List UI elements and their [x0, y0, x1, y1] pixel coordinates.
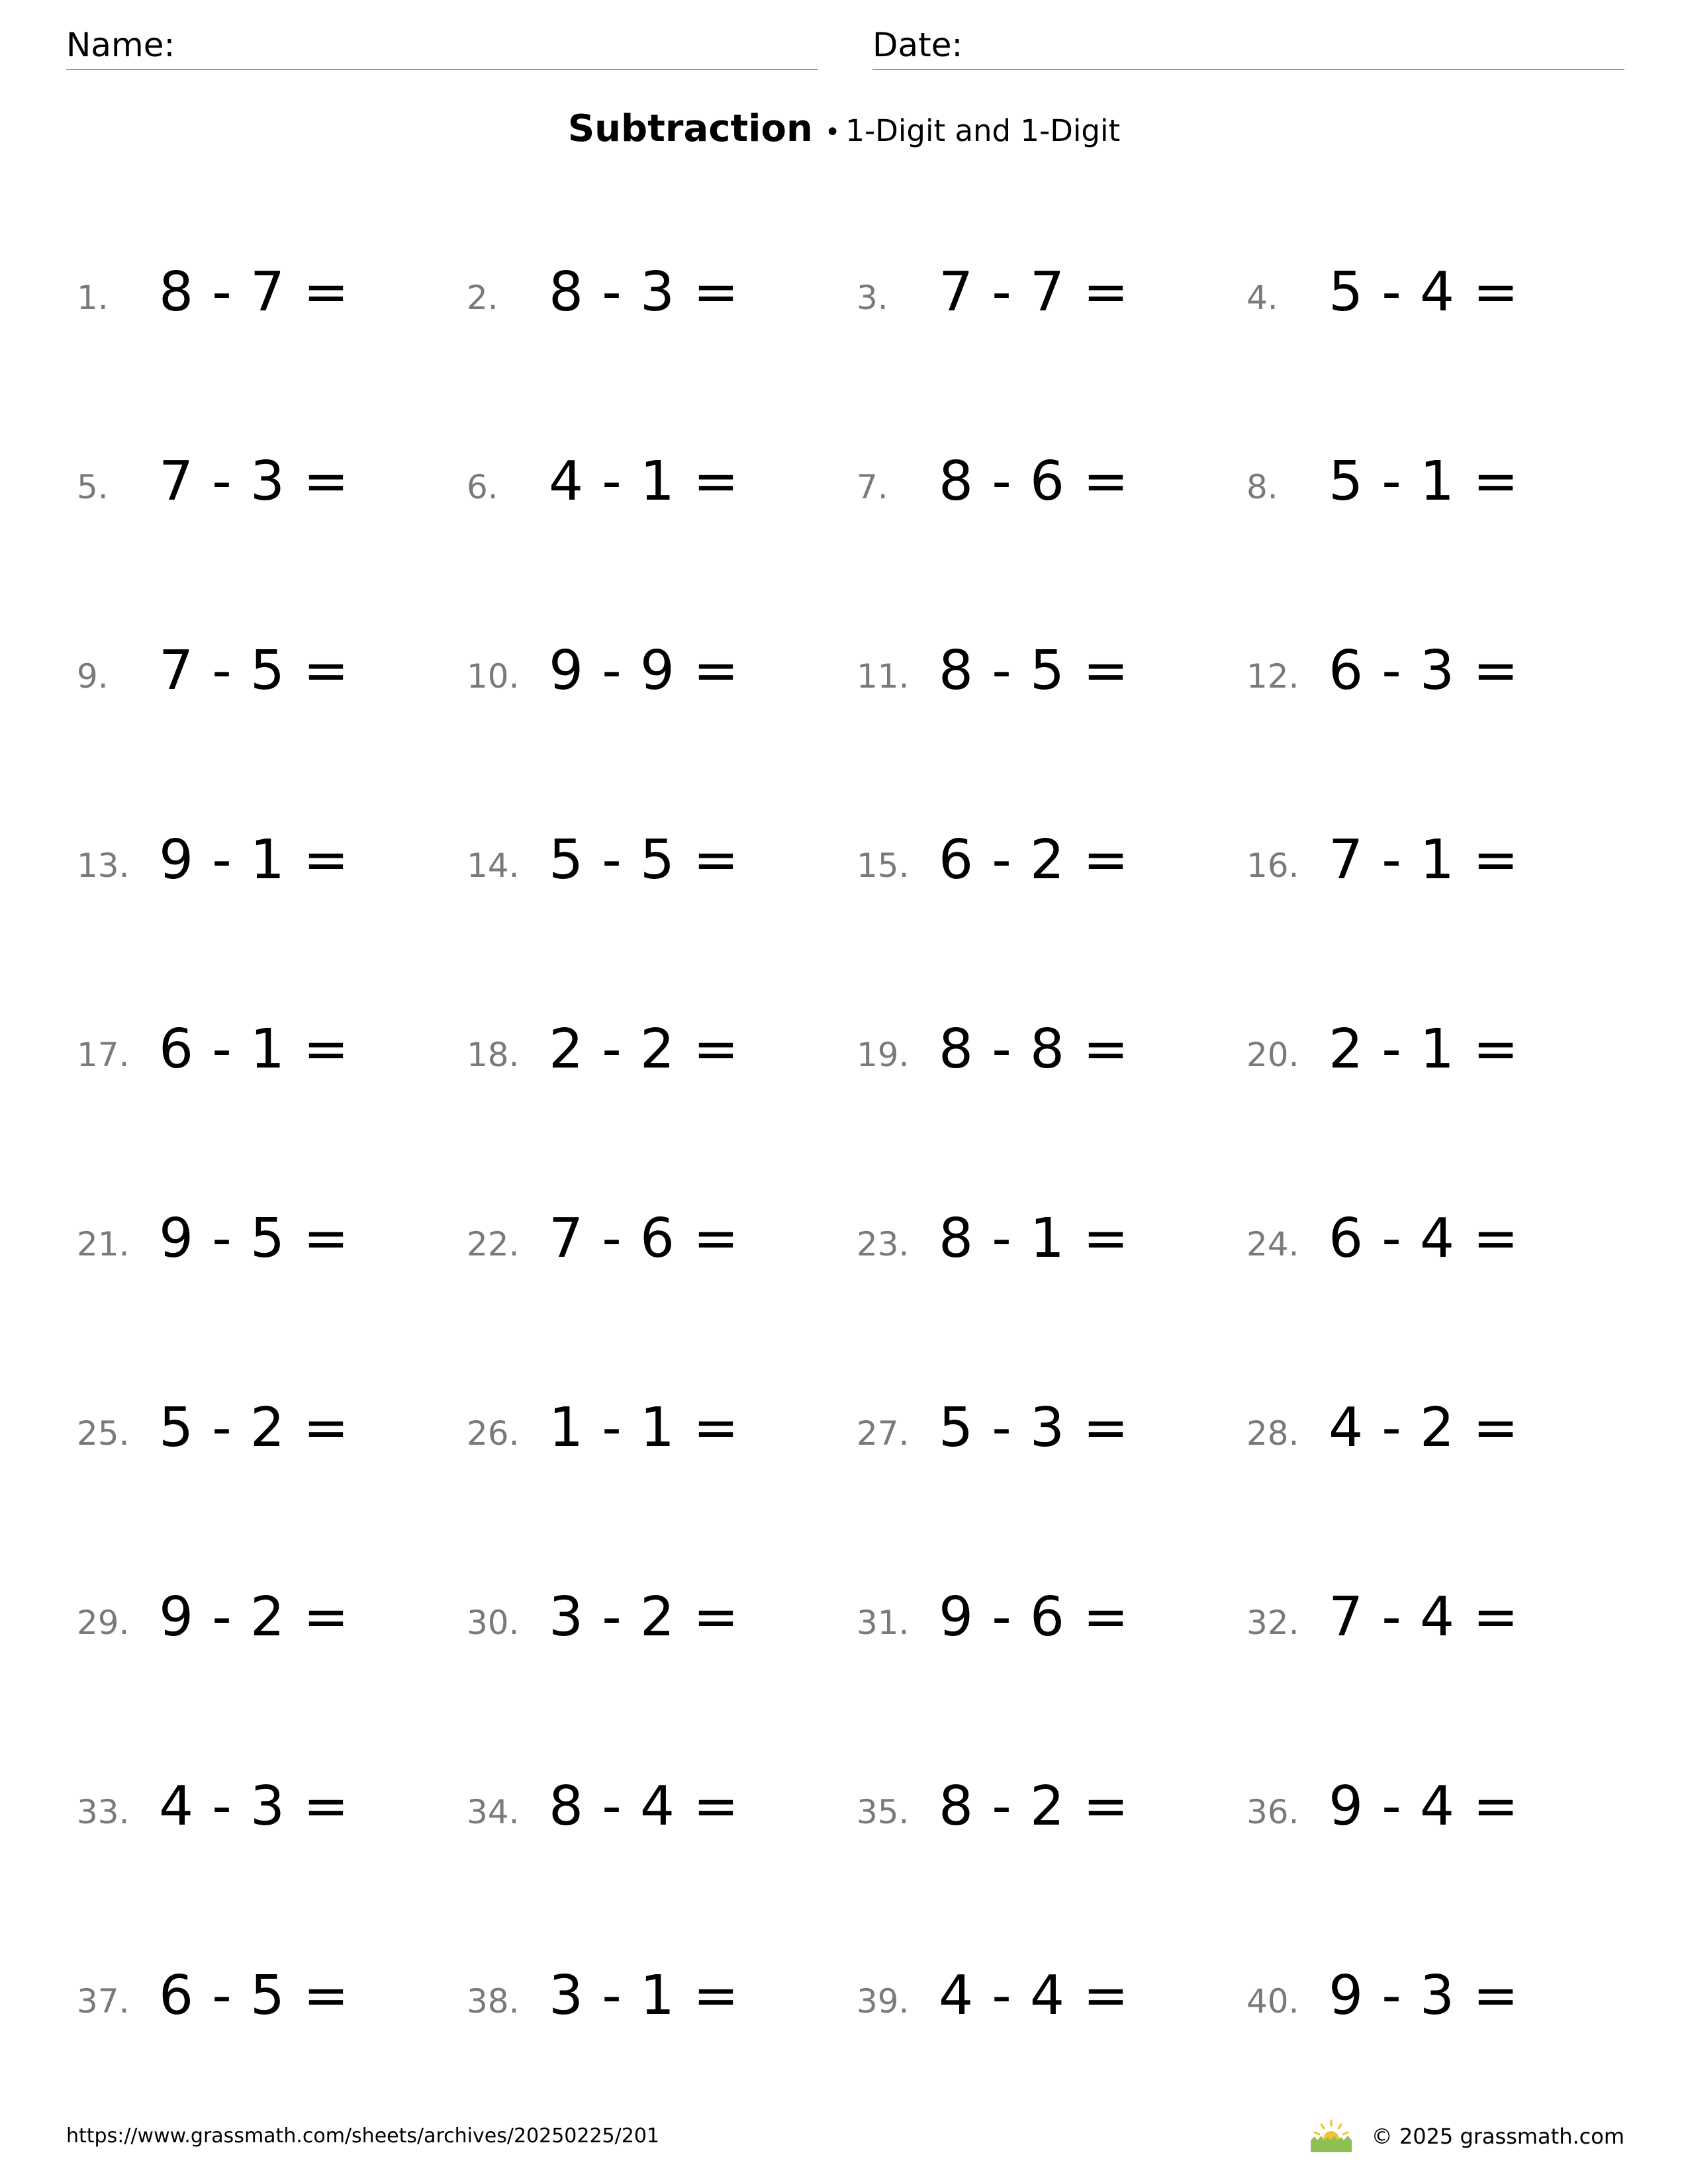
problem-number: 39. — [857, 1982, 910, 2021]
problem-number: 24. — [1246, 1225, 1299, 1263]
date-field[interactable] — [872, 24, 1624, 70]
problem-expression: 9 - 3 = — [1329, 1964, 1519, 2027]
problem-number: 9. — [77, 657, 109, 696]
problem-expression: 6 - 4 = — [1329, 1207, 1519, 1270]
problem-expression: 8 - 5 = — [939, 639, 1129, 702]
problem-number: 32. — [1246, 1604, 1299, 1642]
problem-expression: 9 - 1 = — [159, 829, 350, 891]
problem-expression: 8 - 6 = — [939, 450, 1129, 513]
problem-expression: 2 - 1 = — [1329, 1018, 1519, 1081]
problem-number: 28. — [1246, 1414, 1299, 1453]
problem-number: 7. — [857, 468, 888, 506]
problem-expression: 3 - 1 = — [549, 1964, 739, 2027]
problem-number: 15. — [857, 846, 910, 885]
problem-expression: 6 - 5 = — [159, 1964, 350, 2027]
name-label: Name: — [66, 26, 175, 64]
problem-expression: 6 - 3 = — [1329, 639, 1519, 702]
problem-number: 22. — [467, 1225, 520, 1263]
problem-expression: 4 - 4 = — [939, 1964, 1129, 2027]
problem-number: 13. — [77, 846, 130, 885]
problem-number: 29. — [77, 1604, 130, 1642]
problem-expression: 5 - 3 = — [939, 1396, 1129, 1459]
problem-expression: 8 - 7 = — [159, 261, 350, 324]
problem-expression: 7 - 6 = — [549, 1207, 739, 1270]
problem-number: 8. — [1246, 468, 1278, 506]
title-bullet: • — [824, 117, 841, 148]
problem-number: 30. — [467, 1604, 520, 1642]
problem-expression: 7 - 5 = — [159, 639, 350, 702]
problem-expression: 9 - 5 = — [159, 1207, 350, 1270]
problem-expression: 4 - 3 = — [159, 1775, 350, 1838]
problem-expression: 3 - 2 = — [549, 1586, 739, 1649]
problem-number: 16. — [1246, 846, 1299, 885]
problem-expression: 9 - 9 = — [549, 639, 739, 702]
problem-number: 6. — [467, 468, 498, 506]
title-main: Subtraction — [567, 107, 813, 150]
problem-number: 2. — [467, 279, 498, 317]
sun-over-grass-icon — [1305, 2118, 1357, 2155]
problem-expression: 6 - 1 = — [159, 1018, 350, 1081]
problem-expression: 8 - 4 = — [549, 1775, 739, 1838]
problem-number: 5. — [77, 468, 109, 506]
problem-number: 38. — [467, 1982, 520, 2021]
problem-expression: 5 - 2 = — [159, 1396, 350, 1459]
date-label: Date: — [872, 26, 963, 64]
problem-number: 31. — [857, 1604, 910, 1642]
footer-url[interactable]: https://www.grassmath.com/sheets/archives/20250225/201 — [66, 2124, 660, 2148]
problem-expression: 8 - 1 = — [939, 1207, 1129, 1270]
problem-expression: 1 - 1 = — [549, 1396, 739, 1459]
problem-number: 36. — [1246, 1793, 1299, 1831]
problem-expression: 9 - 6 = — [939, 1586, 1129, 1649]
problem-number: 21. — [77, 1225, 130, 1263]
problem-number: 4. — [1246, 279, 1278, 317]
problem-expression: 7 - 1 = — [1329, 829, 1519, 891]
problem-expression: 5 - 4 = — [1329, 261, 1519, 324]
problem-expression: 5 - 1 = — [1329, 450, 1519, 513]
problem-expression: 7 - 7 = — [939, 261, 1129, 324]
problem-expression: 8 - 2 = — [939, 1775, 1129, 1838]
problem-number: 12. — [1246, 657, 1299, 696]
problem-expression: 2 - 2 = — [549, 1018, 739, 1081]
problem-number: 10. — [467, 657, 520, 696]
problem-number: 26. — [467, 1414, 520, 1453]
problem-expression: 9 - 4 = — [1329, 1775, 1519, 1838]
problem-expression: 7 - 3 = — [159, 450, 350, 513]
footer-copyright: © 2025 grassmath.com — [1371, 2124, 1624, 2149]
problem-expression: 8 - 8 = — [939, 1018, 1129, 1081]
problem-number: 20. — [1246, 1036, 1299, 1074]
problem-expression: 7 - 4 = — [1329, 1586, 1519, 1649]
problem-expression: 6 - 2 = — [939, 829, 1129, 891]
problem-number: 37. — [77, 1982, 130, 2021]
problem-expression: 4 - 1 = — [549, 450, 739, 513]
problem-number: 18. — [467, 1036, 520, 1074]
problem-number: 14. — [467, 846, 520, 885]
problem-number: 35. — [857, 1793, 910, 1831]
problem-expression: 4 - 2 = — [1329, 1396, 1519, 1459]
problem-number: 33. — [77, 1793, 130, 1831]
problem-number: 19. — [857, 1036, 910, 1074]
problem-number: 25. — [77, 1414, 130, 1453]
problem-expression: 8 - 3 = — [549, 261, 739, 324]
problem-number: 23. — [857, 1225, 910, 1263]
name-field[interactable] — [66, 24, 818, 70]
problem-number: 17. — [77, 1036, 130, 1074]
problem-expression: 5 - 5 = — [549, 829, 739, 891]
problem-number: 27. — [857, 1414, 910, 1453]
problem-number: 1. — [77, 279, 109, 317]
problem-number: 11. — [857, 657, 910, 696]
footer-brand — [1305, 2118, 1624, 2155]
problem-expression: 9 - 2 = — [159, 1586, 350, 1649]
problem-number: 40. — [1246, 1982, 1299, 2021]
problem-number: 34. — [467, 1793, 520, 1831]
title-subtitle: 1-Digit and 1-Digit — [845, 113, 1121, 148]
worksheet-title — [0, 106, 1688, 156]
problem-number: 3. — [857, 279, 888, 317]
